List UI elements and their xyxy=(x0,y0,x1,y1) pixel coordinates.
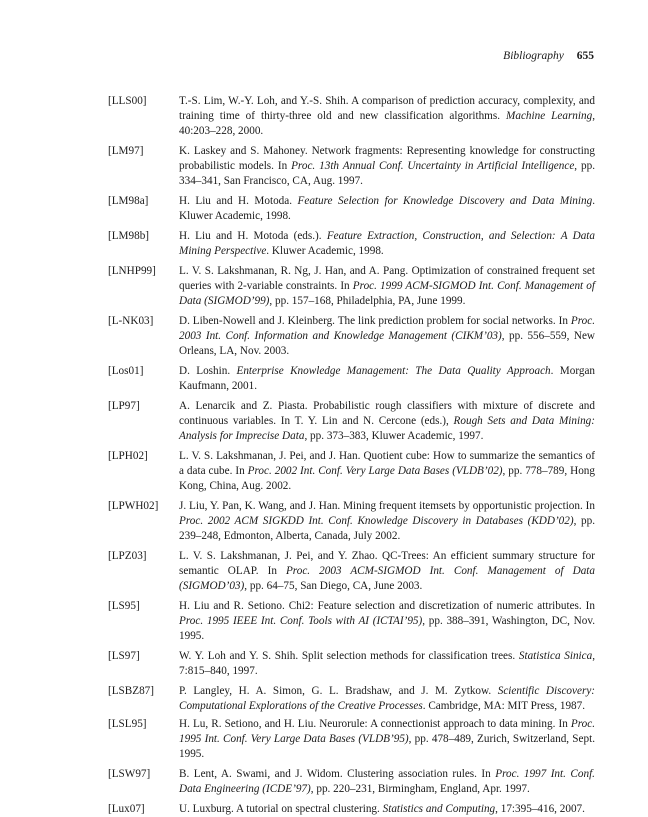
reference-key: [LM98b] xyxy=(108,230,150,242)
reference-text xyxy=(179,684,595,714)
reference-key: [L-NK03] xyxy=(108,315,154,327)
reference-key: [LS97] xyxy=(108,650,140,662)
reference-entry xyxy=(108,144,595,189)
reference-text-part: H. Liu and H. Motoda. xyxy=(179,195,298,207)
reference-text-part: , pp. 478–489, Zurich, Switzerland, Sept. 1995. xyxy=(179,733,595,760)
reference-text-part: , pp. 556–559, New Orleans, LA, Nov. 2003. xyxy=(179,330,596,357)
reference-text-part: D. Loshin. xyxy=(179,365,237,377)
reference-text xyxy=(179,649,595,679)
reference-text xyxy=(179,599,595,644)
reference-key: [LNHP99] xyxy=(108,265,156,277)
reference-entry xyxy=(108,364,595,394)
reference-text-part: K. Laskey and S. Mahoney. Network fragments: Representing knowledge for constructing probabilistic models. In xyxy=(179,145,595,172)
reference-key: [LSW97] xyxy=(108,768,151,780)
reference-text-part: . Kluwer Academic, 1998. xyxy=(179,195,595,222)
reference-title-italic: Proc. 1997 Int. Conf. Data Engineering (ICDE’97) xyxy=(179,768,595,795)
reference-text-part: D. Liben-Nowell and J. Kleinberg. The link prediction problem for social networks. In xyxy=(179,315,571,327)
reference-key: [Los01] xyxy=(108,365,144,377)
reference-title-italic: Scientific Discovery: Computational Explorations of the Creative Processes xyxy=(179,685,596,712)
reference-entry xyxy=(108,229,595,259)
reference-title-italic: Statistica Sinica xyxy=(518,650,593,662)
reference-key: [LPH02] xyxy=(108,450,148,462)
reference-entry xyxy=(108,194,595,224)
reference-text-part: J. Liu, Y. Pan, K. Wang, and J. Han. Mining frequent itemsets by opportunistic projection. In xyxy=(179,500,595,512)
reference-key: [LS95] xyxy=(108,600,140,612)
reference-entry xyxy=(108,717,595,762)
reference-title-italic: Feature Selection for Knowledge Discovery and Data Mining xyxy=(297,195,593,207)
reference-title-italic: Proc. 2002 ACM SIGKDD Int. Conf. Knowledge Discovery in Databases (KDD’02) xyxy=(179,515,574,527)
reference-key: [LPZ03] xyxy=(108,550,147,562)
reference-text xyxy=(179,314,595,359)
reference-text-part: U. Luxburg. A tutorial on spectral clustering. xyxy=(179,803,383,815)
reference-text-part: . Cambridge, MA: MIT Press, 1987. xyxy=(422,700,586,712)
reference-title-italic: Proc. 1999 ACM-SIGMOD Int. Conf. Management of Data (SIGMOD’99) xyxy=(179,280,595,307)
reference-key: [LM98a] xyxy=(108,195,149,207)
reference-text-part: A. Lenarcik and Z. Piasta. Probabilistic rough classifiers with mixture of discrete and continuous variables. In T. Y. Lin and N. Cercone (eds.), xyxy=(179,400,595,427)
reference-text-part: H. Liu and H. Motoda (eds.). xyxy=(179,230,327,242)
reference-text-part: , pp. 64–75, San Diego, CA, June 2003. xyxy=(244,580,423,592)
reference-entry xyxy=(108,802,595,817)
reference-text-part: , 40:203–228, 2000. xyxy=(179,110,595,137)
reference-text-part: , pp. 157–168, Philadelphia, PA, June 1999. xyxy=(269,295,466,307)
reference-title-italic: Proc. 13th Annual Conf. Uncertainty in Artificial Intelligence xyxy=(291,160,575,172)
reference-text xyxy=(179,802,595,817)
reference-text xyxy=(179,549,595,594)
reference-entry xyxy=(108,314,595,359)
reference-text xyxy=(179,264,595,309)
reference-text-part: L. V. S. Lakshmanan, R. Ng, J. Han, and A. Pang. Optimization of constrained frequent set queries with 2-variable constraints. In xyxy=(179,265,595,292)
reference-entry xyxy=(108,767,595,797)
reference-text-part: . Morgan Kaufmann, 2001. xyxy=(179,365,596,392)
reference-text-part: P. Langley, H. A. Simon, G. L. Bradshaw, and J. M. Zytkow. xyxy=(179,685,498,697)
reference-text xyxy=(179,717,595,762)
reference-title-italic: Statistics and Computing xyxy=(382,803,496,815)
running-header xyxy=(503,49,594,63)
reference-key: [LPWH02] xyxy=(108,500,159,512)
reference-key: [Lux07] xyxy=(108,803,145,815)
reference-key: [LSBZ87] xyxy=(108,685,154,697)
reference-title-italic: Proc. 2003 ACM-SIGMOD Int. Conf. Management of Data (SIGMOD’03) xyxy=(179,565,596,592)
reference-text xyxy=(179,144,595,189)
reference-text-part: H. Liu and R. Setiono. Chi2: Feature selection and discretization of numeric attributes. In xyxy=(179,600,595,612)
reference-text-part: W. Y. Loh and Y. S. Shih. Split selection methods for classification trees. xyxy=(179,650,519,662)
reference-text-part: L. V. S. Lakshmanan, J. Pei, and J. Han. Quotient cube: How to summarize the semantics of a data cube. In xyxy=(179,450,595,477)
reference-entry xyxy=(108,599,595,644)
reference-text-part: L. V. S. Lakshmanan, J. Pei, and Y. Zhao. QC-Trees: An efficient summary structure for semantic OLAP. In xyxy=(179,550,595,577)
reference-title-italic: Proc. 2003 Int. Conf. Information and Knowledge Management (CIKM’03) xyxy=(179,315,595,342)
reference-text-part: , pp. 239–248, Edmonton, Alberta, Canada, July 2002. xyxy=(179,515,596,542)
reference-entry xyxy=(108,399,595,444)
reference-list xyxy=(108,94,595,817)
section-title: Bibliography xyxy=(503,50,564,62)
reference-text xyxy=(179,399,595,444)
reference-text-part: , pp. 778–789, Hong Kong, China, Aug. 2002. xyxy=(179,465,595,492)
reference-text-part: , pp. 220–231, Birmingham, England, Apr. 1997. xyxy=(310,783,530,795)
reference-entry xyxy=(108,549,595,594)
reference-text xyxy=(179,194,595,224)
reference-entry xyxy=(108,499,595,544)
reference-title-italic: Proc. 1995 IEEE Int. Conf. Tools with AI (ICTAI’95) xyxy=(179,615,423,627)
reference-text-part: . Kluwer Academic, 1998. xyxy=(266,245,384,257)
reference-entry xyxy=(108,649,595,679)
reference-key: [LSL95] xyxy=(108,718,147,730)
reference-text xyxy=(179,449,595,494)
reference-title-italic: Feature Extraction, Construction, and Selection: A Data Mining Perspective xyxy=(179,230,596,257)
reference-text xyxy=(179,499,595,544)
reference-title-italic: Rough Sets and Data Mining: Analysis for Imprecise Data xyxy=(179,415,595,442)
reference-text-part: B. Lent, A. Swami, and J. Widom. Clustering association rules. In xyxy=(179,768,496,780)
reference-key: [LP97] xyxy=(108,400,140,412)
page-number: 655 xyxy=(576,50,594,62)
reference-text xyxy=(179,364,595,394)
reference-text-part: , 17:395–416, 2007. xyxy=(495,803,585,815)
reference-key: [LM97] xyxy=(108,145,144,157)
reference-entry xyxy=(108,94,595,139)
reference-entry xyxy=(108,449,595,494)
reference-text-part: T.-S. Lim, W.-Y. Loh, and Y.-S. Shih. A comparison of prediction accuracy, complexity, and training time of thirty-three old and new classification algorithms. xyxy=(179,95,595,122)
reference-title-italic: Proc. 1995 Int. Conf. Very Large Data Bases (VLDB’95) xyxy=(179,718,595,745)
reference-text-part: , 7:815–840, 1997. xyxy=(179,650,596,677)
reference-text-part: , pp. 388–391, Washington, DC, Nov. 1995. xyxy=(179,615,595,642)
reference-text xyxy=(179,767,595,797)
reference-text-part: H. Lu, R. Setiono, and H. Liu. Neurorule: A connectionist approach to data mining. In xyxy=(179,718,571,730)
reference-title-italic: Enterprise Knowledge Management: The Data Quality Approach xyxy=(236,365,551,377)
reference-text-part: , pp. 373–383, Kluwer Academic, 1997. xyxy=(304,430,484,442)
reference-text xyxy=(179,229,595,259)
reference-entry xyxy=(108,264,595,309)
reference-entry xyxy=(108,684,595,714)
reference-title-italic: Proc. 2002 Int. Conf. Very Large Data Bases (VLDB’02) xyxy=(247,465,503,477)
reference-key: [LLS00] xyxy=(108,95,147,107)
reference-title-italic: Machine Learning xyxy=(506,110,593,122)
reference-text-part: , pp. 334–341, San Francisco, CA, Aug. 1997. xyxy=(179,160,595,187)
reference-text xyxy=(179,94,595,139)
